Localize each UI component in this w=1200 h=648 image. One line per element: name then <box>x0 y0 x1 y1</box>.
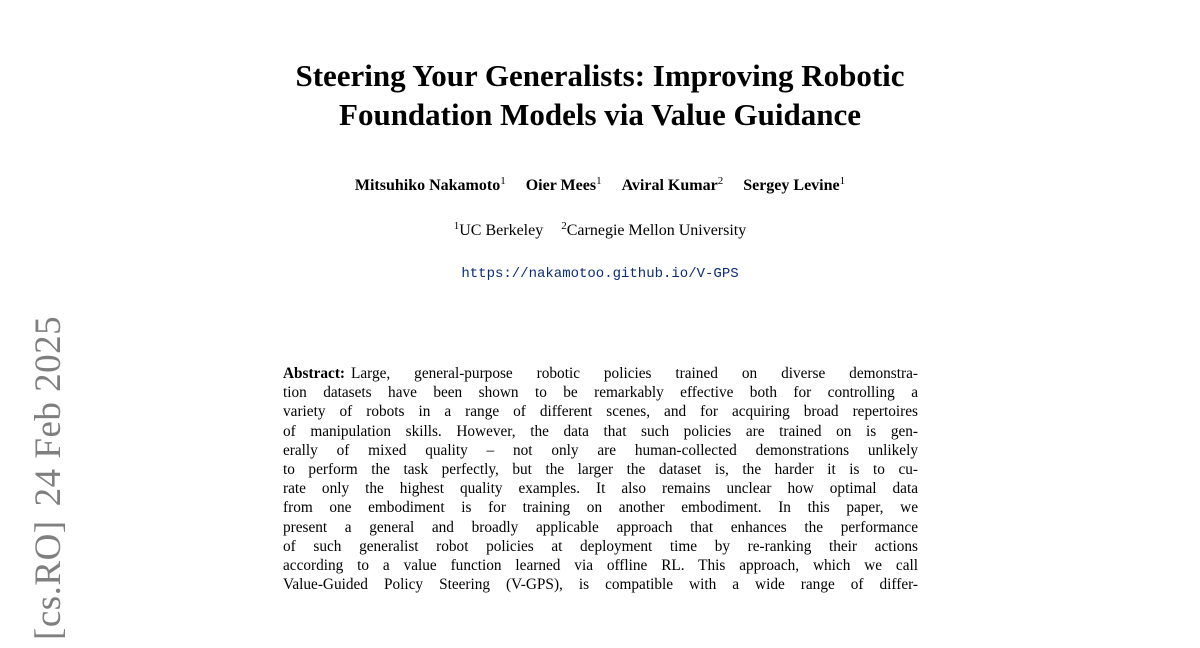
arxiv-stamp <box>28 310 70 640</box>
abstract-line: from one embodiment is for training on another embodiment. In this paper, we <box>283 499 918 517</box>
affiliation <box>454 222 543 239</box>
author-name: Sergey Levine <box>743 177 840 194</box>
affiliation-mark: 1 <box>453 220 460 232</box>
author-list <box>200 176 1000 196</box>
abstract-line: of manipulation skills. However, the data that such policies are trained on is gen- <box>283 422 918 440</box>
author-affil-mark: 1 <box>500 175 506 187</box>
abstract-line: erally of mixed quality – not only are human-collected demonstrations unlikely <box>283 441 918 459</box>
author <box>743 177 845 194</box>
author-affil-mark: 2 <box>717 175 724 187</box>
author-name: Mitsuhiko Nakamoto <box>354 177 501 194</box>
paper-title-line-1: Steering Your Generalists: Improving Robotic <box>295 58 905 93</box>
abstract <box>283 364 918 594</box>
abstract-line: rate only the highest quality examples. It also remains unclear how optimal data <box>283 480 918 498</box>
author-affil-mark: 1 <box>596 175 602 187</box>
abstract-line: tion datasets have been shown to be remarkably effective both for controlling a <box>283 384 918 402</box>
abstract-heading: Abstract: <box>283 365 346 382</box>
paper-title-line-2: Foundation Models via Value Guidance <box>339 97 861 132</box>
project-url-link[interactable]: https://nakamotoo.github.io/V-GPS <box>461 266 739 282</box>
author <box>622 177 724 194</box>
abstract-line: present a general and broadly applicable approach that enhances the performance <box>283 518 918 536</box>
abstract-line: variety of robots in a range of different scenes, and for acquiring broad repertoires <box>283 403 918 421</box>
affiliation <box>561 222 746 239</box>
affiliation-list <box>200 221 1000 241</box>
abstract-line: of such generalist robot policies at deployment time by re-ranking their actions <box>283 537 918 555</box>
arxiv-category: [cs.RO] <box>28 520 69 640</box>
affiliation-name: Carnegie Mellon University <box>566 222 747 239</box>
arxiv-stamp-text <box>28 310 70 640</box>
affiliation-name: UC Berkeley <box>459 222 544 239</box>
abstract-line: to perform the task perfectly, but the larger the dataset is, the harder it is to cu- <box>283 460 918 478</box>
author <box>355 177 506 194</box>
author-name: Oier Mees <box>525 177 597 194</box>
abstract-line: according to a value function learned via offline RL. This approach, which we call <box>283 556 918 574</box>
affiliation-mark: 2 <box>561 220 567 232</box>
abstract-line-text: Large, general-purpose robotic policies trained on diverse demonstra- <box>351 365 918 382</box>
abstract-line <box>283 364 918 383</box>
arxiv-date: 24 Feb 2025 <box>28 315 69 507</box>
paper-title <box>200 56 1000 134</box>
author-name: Aviral Kumar <box>621 177 718 194</box>
author-affil-mark: 1 <box>839 175 846 187</box>
abstract-line: Value-Guided Policy Steering (V-GPS), is compatible with a wide range of differ- <box>283 576 918 594</box>
author <box>526 177 602 194</box>
